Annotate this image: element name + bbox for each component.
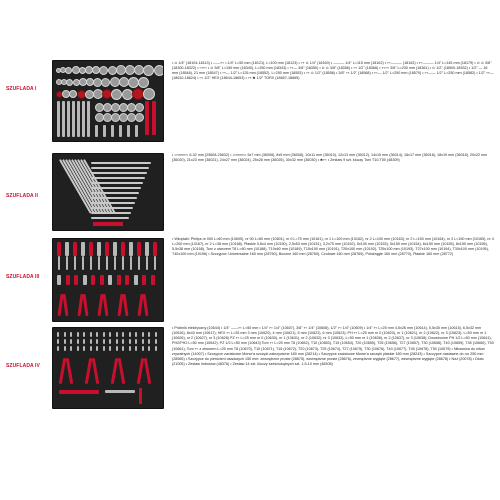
bit-icon <box>77 339 79 344</box>
bit-icon <box>96 339 98 344</box>
extension-bar-icon <box>72 101 75 137</box>
screwdriver-icon <box>74 275 78 285</box>
bit-icon <box>142 339 144 344</box>
bit-icon <box>109 332 111 337</box>
wrench-icon <box>91 167 149 169</box>
pliers-icon <box>59 358 66 384</box>
bit-icon <box>129 346 131 351</box>
bit-icon <box>57 339 59 344</box>
bit-icon <box>122 332 124 337</box>
bit-icon <box>135 339 137 344</box>
drawer-row-4 <box>0 325 500 445</box>
extension-bar-icon <box>87 101 90 137</box>
pliers-icon <box>102 294 108 316</box>
wrench-icon <box>91 162 151 164</box>
pliers-icon <box>118 358 125 384</box>
wrench-icon <box>91 187 141 189</box>
bit-icon <box>57 332 59 337</box>
socket-icon <box>143 65 154 76</box>
bit-icon <box>119 125 122 137</box>
drawer-spec: • Wkrętaki: Philips nr 000 L=60 mm (10600), nr 00 L=60 mm (10601), nr 0 L=75 mm (10161), nr 1 L=100 mm (10162), nr 2 L=100 mm (10163), nr 2 L=150 mm (10164), nr 3 L=150 mm (10165), nr 4 L=200 mm (10167), nr 2 L=38 mm (10168), Płaskie 0,8x4 mm (10150), 2,5x53 mm (10151), 3,2x75 mm (10152), 5x100 mm (10153), 5x150 mm (10154), 6x150 mm (10155), 8x150 mm (10156), 5,5x38 mm (10158), Torx z otworem T8 L=60 mm (10188), T10x60 mm (10189), T15x100 mm (10191), T20x100 mm (10192), T25x100 mm (10193), T27x100 mm (10194), T30x100 mm (10195), T40x100 mm (10196) • Szczypce: Uniwersalne 160 mm (28750), Boczne 160 mm (28760), Czołowe 160 mm (28765), Półokrągłe 160 mm (28770), Płaskie 160 mm (28772) <box>172 237 494 257</box>
bit-icon <box>77 332 79 337</box>
screwdriver-icon <box>100 275 104 285</box>
ratchet-icon <box>152 101 156 135</box>
bit-icon <box>135 125 138 137</box>
wrench-icon <box>91 212 131 214</box>
screwdriver-icon <box>129 242 133 256</box>
bit-icon <box>116 339 118 344</box>
tray-slot <box>93 222 123 226</box>
screwdriver-icon <box>145 242 149 256</box>
screwdriver-icon <box>153 242 157 256</box>
screwdriver-icon <box>83 275 87 285</box>
screwdriver-icon <box>74 256 76 270</box>
pliers-icon <box>66 358 73 384</box>
bit-icon <box>90 339 92 344</box>
bit-icon <box>103 125 106 137</box>
bit-icon <box>135 332 137 337</box>
pliers-icon <box>62 294 68 316</box>
bit-icon <box>83 339 85 344</box>
tray-image-4 <box>52 327 164 409</box>
bit-icon <box>83 346 85 351</box>
pliers-icon <box>111 358 118 384</box>
bit-icon <box>122 346 124 351</box>
screwdriver-icon <box>151 275 155 285</box>
bit-icon <box>148 332 150 337</box>
bit-icon <box>155 332 157 337</box>
bit-icon <box>96 346 98 351</box>
chisel-icon <box>105 390 135 393</box>
knife-icon <box>59 390 99 394</box>
bit-icon <box>129 332 131 337</box>
bit-icon <box>103 339 105 344</box>
screwdriver-icon <box>98 256 100 270</box>
bit-icon <box>64 332 66 337</box>
screwdriver-icon <box>91 275 95 285</box>
wrench-icon <box>91 197 137 199</box>
wrench-icon <box>91 177 145 179</box>
extension-bar-icon <box>82 101 85 137</box>
screwdriver-icon <box>108 275 112 285</box>
screwdriver-icon <box>66 275 70 285</box>
bit-icon <box>90 332 92 337</box>
screwdriver-icon <box>82 256 84 270</box>
bit-icon <box>116 346 118 351</box>
drawer-label: SZUFLADA II <box>6 193 39 199</box>
bit-icon <box>127 125 130 137</box>
bit-icon <box>116 332 118 337</box>
pliers-icon <box>82 294 88 316</box>
drawer-label: SZUFLADA III <box>6 274 40 280</box>
bit-icon <box>64 346 66 351</box>
pliers-icon <box>144 358 151 384</box>
tray-image-3 <box>52 238 164 322</box>
drawer-spec: • ⊂═══⊃ 6-32 mm (25608-25632) • ⊂═══⊃ 6x7 mm (36006), 8x9 mm (36008), 10x11 mm (36010), 12x13 mm (36012), 14x15 mm (36014), 16x17 mm (36016), 18x19 mm (36018), 20x22 mm (36020), 21x23 mm (36021), 24x27 mm (36024), 25x28 mm (36025), 30x32 mm (36030) • ✱⊷ • Zestaw 9 szt. kluczy Torx T10-T50 (48309) <box>172 153 488 163</box>
screwdriver-icon <box>122 256 124 270</box>
drawer-label: SZUFLADA IV <box>6 363 40 369</box>
bit-icon <box>142 346 144 351</box>
screwdriver-icon <box>81 242 85 256</box>
socket-icon <box>122 89 133 100</box>
extension-bar-icon <box>62 101 65 137</box>
pliers-icon <box>122 294 128 316</box>
screwdriver-icon <box>138 256 140 270</box>
screwdriver-icon <box>57 242 61 256</box>
wrench-icon <box>91 217 129 219</box>
screwdriver-icon <box>89 242 93 256</box>
screwdriver-icon <box>65 242 69 256</box>
bit-icon <box>135 346 137 351</box>
ratchet-icon <box>145 101 149 135</box>
bit-icon <box>129 339 131 344</box>
screwdriver-icon <box>130 256 132 270</box>
extension-bar-icon <box>57 101 60 137</box>
wrench-icon <box>91 207 133 209</box>
socket-icon <box>111 89 122 100</box>
screwdriver-icon <box>117 275 121 285</box>
screwdriver-icon <box>57 275 61 285</box>
tray-image-2 <box>52 153 164 231</box>
drawer-label: SZUFLADA I <box>6 86 37 92</box>
bit-icon <box>148 339 150 344</box>
socket-icon <box>135 113 144 122</box>
bit-icon <box>96 332 98 337</box>
pliers-icon <box>92 358 99 384</box>
screwdriver-icon <box>121 242 125 256</box>
screwdriver-icon <box>142 275 146 285</box>
extension-bar-icon <box>67 101 70 137</box>
pliers-icon <box>85 358 92 384</box>
bit-icon <box>155 339 157 344</box>
bit-icon <box>77 346 79 351</box>
bit-icon <box>148 346 150 351</box>
screwdriver-icon <box>106 256 108 270</box>
screwdriver-icon <box>125 275 129 285</box>
screwdriver-icon <box>90 256 92 270</box>
bit-icon <box>70 346 72 351</box>
screwdriver-icon <box>137 242 141 256</box>
bit-icon <box>155 346 157 351</box>
drawer-row-3 <box>0 236 500 322</box>
bit-icon <box>109 346 111 351</box>
bit-icon <box>83 332 85 337</box>
extension-bar-icon <box>77 101 80 137</box>
bit-icon <box>57 346 59 351</box>
screwdriver-icon <box>114 256 116 270</box>
socket-icon <box>132 88 144 100</box>
bit-icon <box>142 332 144 337</box>
socket-icon <box>154 65 164 76</box>
bit-icon <box>95 125 98 137</box>
screwdriver-icon <box>58 256 60 270</box>
screwdriver-icon <box>73 242 77 256</box>
screwdriver-icon <box>146 256 148 270</box>
bit-icon <box>103 346 105 351</box>
drawer-row-2 <box>0 151 500 231</box>
socket-icon <box>135 103 144 112</box>
screwdriver-icon <box>66 256 68 270</box>
bit-icon <box>111 125 114 137</box>
wrench-icon <box>91 192 139 194</box>
socket-icon <box>143 88 155 100</box>
wrench-icon <box>91 202 135 204</box>
tester-icon <box>139 388 142 404</box>
bit-icon <box>70 339 72 344</box>
bit-icon <box>70 332 72 337</box>
socket-icon <box>138 77 149 88</box>
screwdriver-icon <box>97 242 101 256</box>
drawer-spec: • Próbnik elektryczny (10544) • 1/4" ——⊷ L=50 mm • 1/4" ⊷ 1/4" (10607), 3/8" ⊷ 1/4" (10608), 1/2" ⊷ 1/4" (10609) • 1/4" ⊷ L=25 mm 4,5x26 mm (10614), 5,5x30 mm (10615), 6,5x32 mm (10616), 8x40 mm (10617); HEX ⊷ L=25 mm 3 mm (10620), 4 mm (10621), 5 mm (10622), 6 mm (10623); PH ⊷ L=25 mm nr 0 (10620), nr 1 (10621), nr 2 (10622), nr 3 (10623), L=50 mm nr 1 (10626), nr 2 (10627), nr 3 (10628) PZ ⊷ L=25 mm nr 0 (10630), nr 1 (10631), nr 2 (10632), nr 3 (10633), L=50 mm nr 1 (10636), nr 2 (10637), nr 3 (10638); Dwustronne PH 1/2 L=50 mm (10641), PH2/PH2 L=50 mm (10642), PZ 1/2 L=50 mm (10643) Torx ⊷ L=25 mm T8 (10652), T10 (10653), T15 (10654), T20 (10655), T25 (10656), T27 (10657), T30 (10658), T40 (10659), T45 (10660), T50 (10661), Torx ⊷ z otworem L=25 mm T8 (10670), T10 (10671), T15 (10672), T20 (10673), T25 (10674), T27 (10675), T30 (10676), T40 (10677), T45 (10678), T50 (10679) • Nitownica do nitów zrywalnych (14007) • Szczypce zaciskowe Morse'a szczęki zakrzywione 180 mm (28214) • Szczypce zaciskowe Morse'a szczęki płaskie 180 mm (28243) • Szczypce nastawne do rur 250 mm (28565) • Szczypce do pierścieni osadczych 150 mm: zewnętrzne proste (28675), wewnętrzne proste (28676), zewnętrzne wygięte (28677), wewnętrzne wygięte (28678) • Nóż (20078) • Dłuto (21005) • Zestaw imbusów (48376) • Zestaw 14 szt. kluczy sześciokątnych szt. 1,5-10 mm (48308) <box>172 326 494 367</box>
screwdriver-icon <box>134 275 138 285</box>
wrench-icon <box>91 182 143 184</box>
pliers-icon <box>142 294 148 316</box>
screwdriver-icon <box>113 242 117 256</box>
screwdriver-icon <box>105 242 109 256</box>
tray-image-1 <box>52 60 164 142</box>
drawer-spec: • ⊙ 1/4" (18104-18113) • ——⊷ • 1/4" L=50 mm (18121), L=100 mm (18123) • ⊶ ⊙ 1/4" (18160) • ——— 1/4" L=115 mm (18162) • ⊷——— (18163) • ⊷——— 1/4" L=145 mm (18179) • ⊙ ⊙ 3/8" (18300-18322) • ⊶⊷ • ⊙ 3/8" L=150 mm (18340), L=250 mm (18343) • ⊶— 3/8" (18350) • ⊙ ⊙ 3/8" (18356) • ⊶ 1/2" (18366) • ⊷⊶ 3/8" L=200 mm (18361) • ⊙ 1/2" (18500-18532) • 1/2" — 16 mm (18546), 21 mm (18547) • ⊶— 1/2" L=125 mm (18552), L=250 mm (18553) • ⊶ ⊙ 1/2" (18556) • 3/8" ⊶ 1/2" (18568) • ⊷— 1/2" L=250 mm (18570) • ⊶—— 1/2" L=250 mm (18582) • 1/2" ⊶— (18610-18624) • ⊶ 1/2" HEX (18644-18653) • ⊶ ✱ 1/2" TORX (18657-18665) <box>172 61 494 81</box>
pliers-icon <box>137 358 144 384</box>
screwdriver-icon <box>154 256 156 270</box>
bit-icon <box>90 346 92 351</box>
bit-icon <box>122 339 124 344</box>
bit-icon <box>64 339 66 344</box>
bit-icon <box>109 339 111 344</box>
bit-icon <box>103 332 105 337</box>
drawer-row-1 <box>0 60 500 142</box>
wrench-icon <box>91 172 147 174</box>
